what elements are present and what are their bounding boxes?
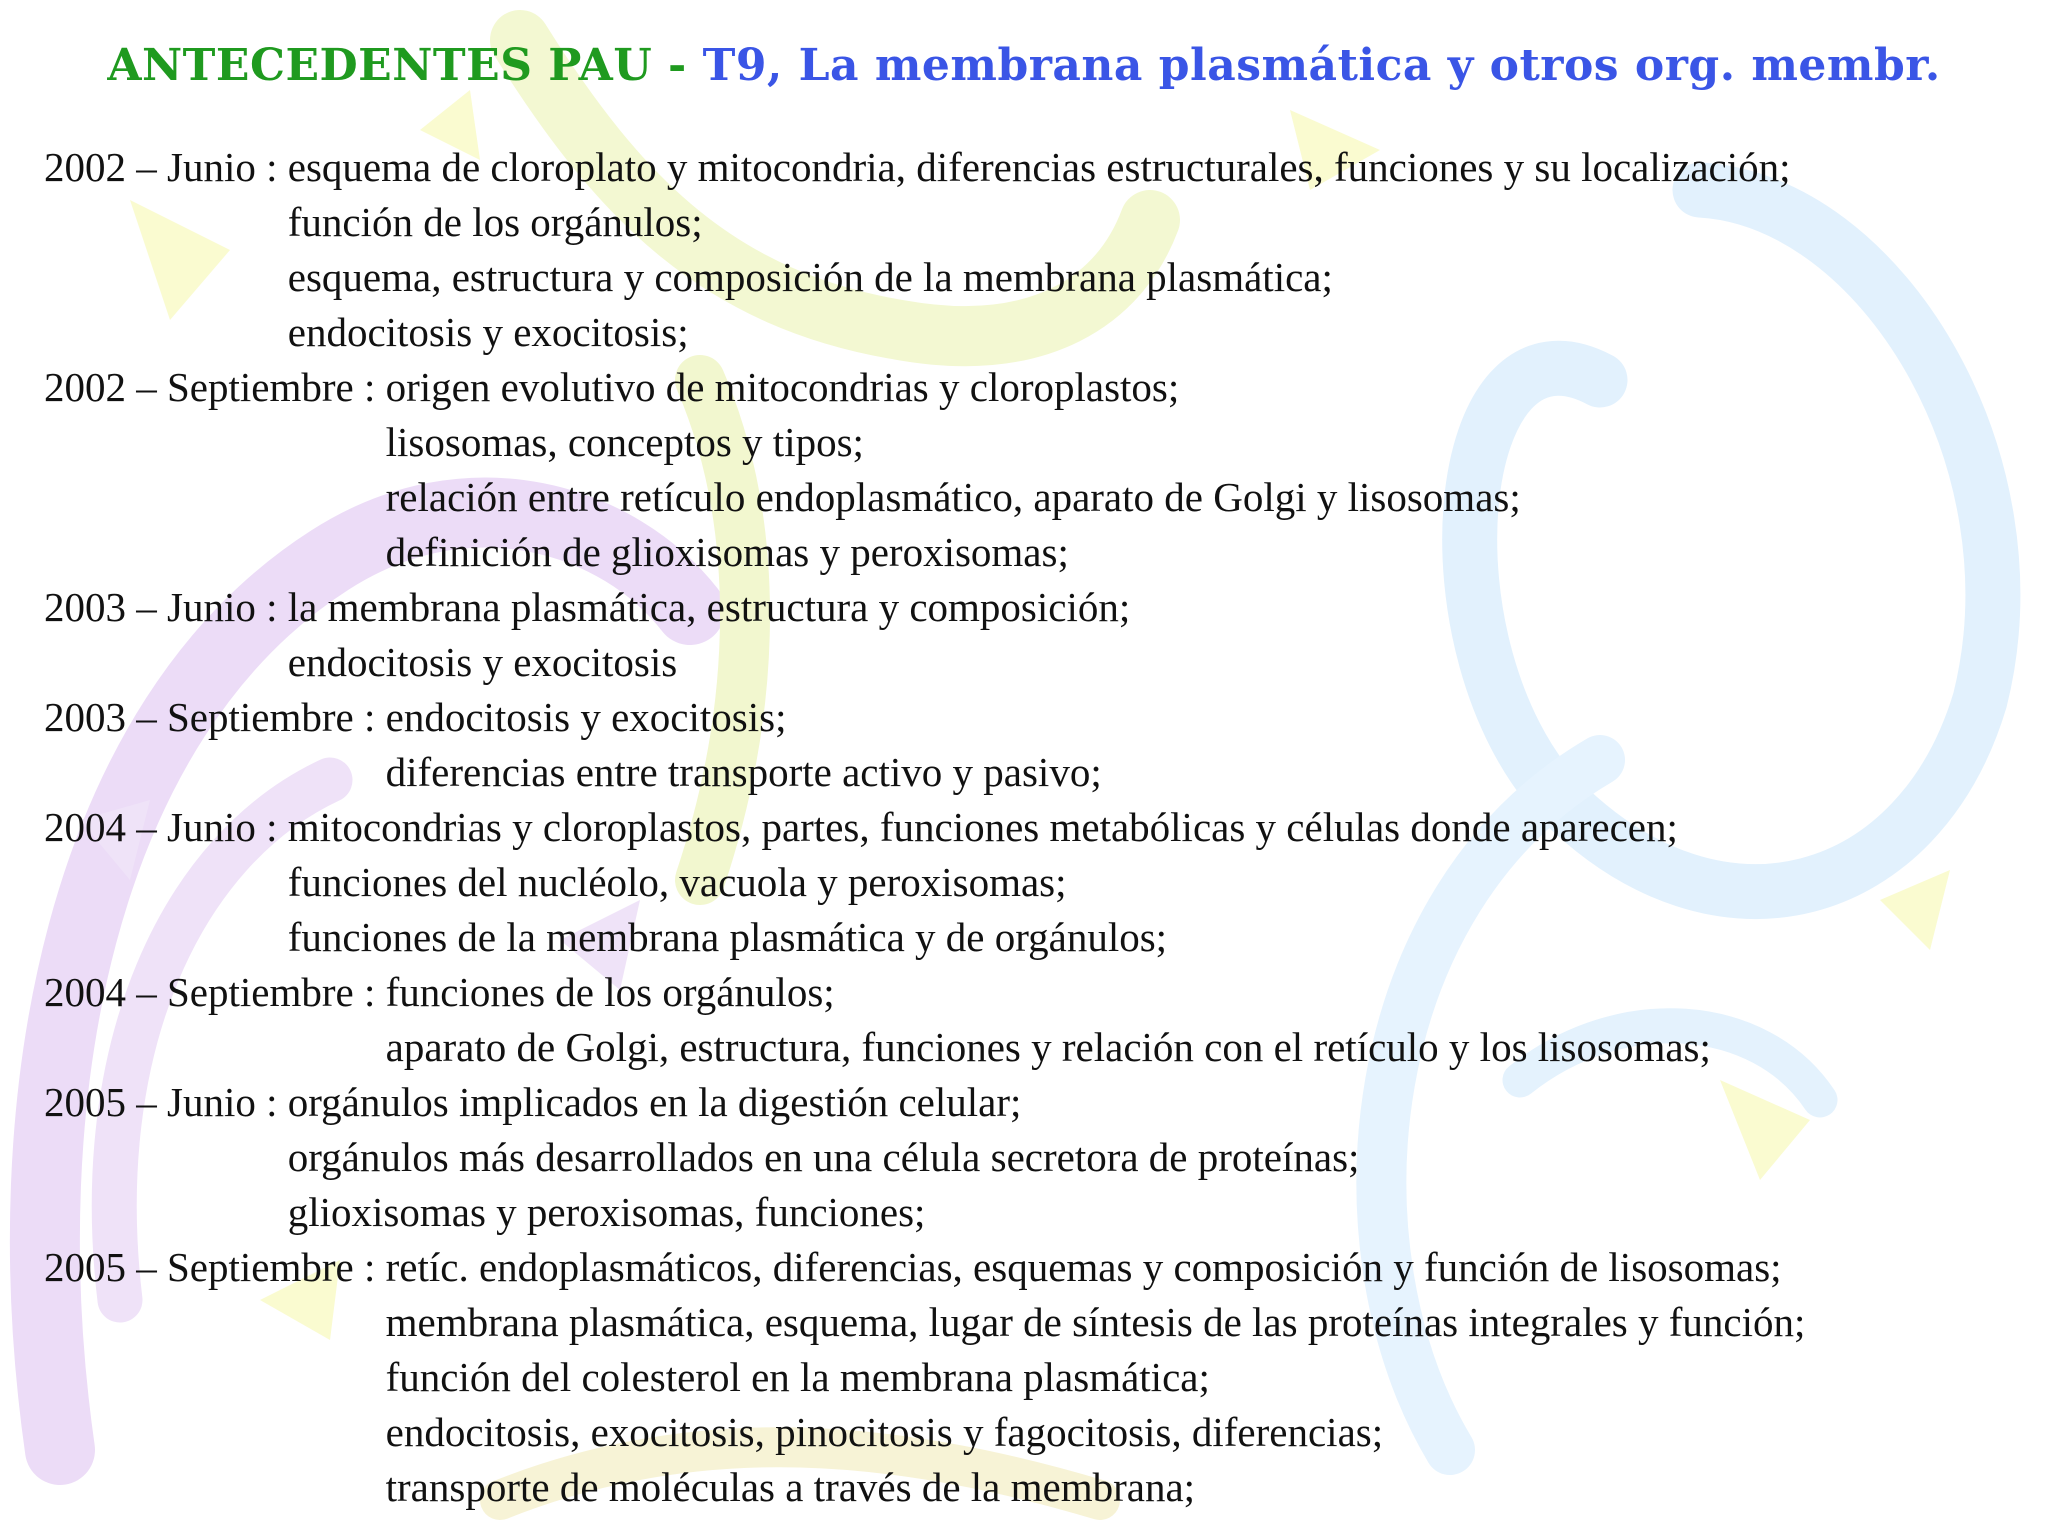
exam-topic: esquema, estructura y composición de la membrana plasmática; — [287, 254, 1333, 300]
exam-topic: función del colesterol en la membrana plasmática; — [385, 1354, 1210, 1400]
exam-topic: relación entre retículo endoplasmático, aparato de Golgi y lisosomas; — [385, 474, 1521, 520]
exam-entry — [44, 580, 1805, 690]
exam-date: 2004 – Septiembre : — [44, 969, 386, 1015]
exam-topic: funciones de la membrana plasmática y de orgánulos; — [287, 914, 1168, 960]
exam-topic: transporte de moléculas a través de la membrana; — [385, 1464, 1196, 1510]
exam-entry — [44, 1075, 1805, 1240]
exam-date: 2005 – Junio : — [44, 1079, 288, 1125]
exam-entry — [44, 965, 1805, 1075]
exam-topic: esquema de cloroplato y mitocondria, diferencias estructurales, funciones y su localización; — [287, 144, 1791, 190]
exam-entry — [44, 360, 1805, 580]
exam-list — [44, 140, 1805, 1515]
exam-topic: diferencias entre transporte activo y pasivo; — [385, 749, 1102, 795]
exam-topic: la membrana plasmática, estructura y composición; — [287, 584, 1131, 630]
title-topic: T9, La membrana plasmática y otros org. membr. — [702, 40, 1941, 91]
exam-topic: aparato de Golgi, estructura, funciones y relación con el retículo y los lisosomas; — [385, 1024, 1711, 1070]
exam-date: 2005 – Septiembre : — [44, 1244, 386, 1290]
exam-entry — [44, 140, 1805, 360]
exam-topic: definición de glioxisomas y peroxisomas; — [385, 529, 1069, 575]
exam-topic: origen evolutivo de mitocondrias y cloroplastos; — [385, 364, 1180, 410]
exam-date: 2002 – Junio : — [44, 144, 288, 190]
exam-entry — [44, 690, 1805, 800]
exam-topic: orgánulos implicados en la digestión celular; — [287, 1079, 1022, 1125]
exam-topic: endocitosis y exocitosis — [287, 639, 678, 685]
exam-entry — [44, 1240, 1805, 1515]
exam-topic: endocitosis y exocitosis; — [385, 694, 787, 740]
exam-topic: membrana plasmática, esquema, lugar de síntesis de las proteínas integrales y función; — [385, 1299, 1806, 1345]
exam-topic: función de los orgánulos; — [287, 199, 703, 245]
exam-date: 2004 – Junio : — [44, 804, 288, 850]
exam-date: 2003 – Septiembre : — [44, 694, 386, 740]
exam-topic: orgánulos más desarrollados en una célula secretora de proteínas; — [287, 1134, 1360, 1180]
exam-topic: funciones de los orgánulos; — [385, 969, 835, 1015]
title-prefix: ANTECEDENTES PAU - — [107, 40, 703, 91]
page-title — [0, 40, 2048, 91]
exam-topic: endocitosis, exocitosis, pinocitosis y fagocitosis, diferencias; — [385, 1409, 1384, 1455]
exam-topic: endocitosis y exocitosis; — [287, 309, 689, 355]
exam-topic: lisosomas, conceptos y tipos; — [385, 419, 864, 465]
exam-topic: retíc. endoplasmáticos, diferencias, esquemas y composición y función de lisosomas; — [385, 1244, 1782, 1290]
exam-date: 2003 – Junio : — [44, 584, 288, 630]
exam-topic: mitocondrias y cloroplastos, partes, funciones metabólicas y células donde aparecen; — [287, 804, 1678, 850]
exam-entry — [44, 800, 1805, 965]
exam-topic: funciones del nucléolo, vacuola y peroxisomas; — [287, 859, 1067, 905]
exam-topic: glioxisomas y peroxisomas, funciones; — [287, 1189, 926, 1235]
exam-date: 2002 – Septiembre : — [44, 364, 386, 410]
